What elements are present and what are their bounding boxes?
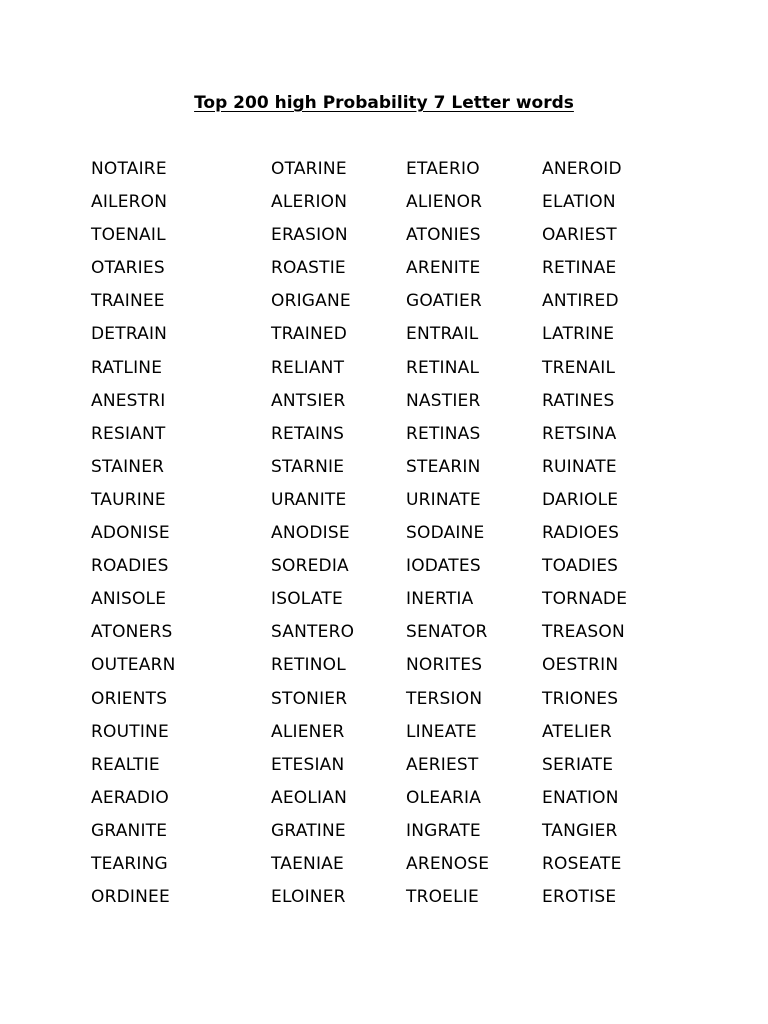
word-cell: GRATINE bbox=[271, 820, 346, 841]
word-cell: ORIENTS bbox=[91, 688, 168, 709]
word-row bbox=[91, 787, 691, 820]
word-cell: ROSEATE bbox=[542, 853, 622, 874]
word-cell: OARIEST bbox=[542, 225, 617, 246]
word-row bbox=[91, 721, 691, 754]
word-cell: NASTIER bbox=[406, 390, 481, 411]
word-cell: AERADIO bbox=[91, 787, 170, 808]
word-cell: TANGIER bbox=[542, 820, 618, 841]
word-cell: RESIANT bbox=[91, 423, 166, 444]
word-row bbox=[91, 456, 691, 489]
word-cell: ORDINEE bbox=[91, 887, 170, 908]
word-cell: GOATIER bbox=[406, 291, 482, 312]
word-row bbox=[91, 290, 691, 323]
word-row bbox=[91, 555, 691, 588]
word-cell: SOREDIA bbox=[271, 556, 349, 577]
word-cell: ETESIAN bbox=[271, 754, 345, 775]
word-cell: RETSINA bbox=[542, 423, 617, 444]
word-row bbox=[91, 191, 691, 224]
word-cell: DETRAIN bbox=[91, 324, 168, 345]
word-cell: ATONIES bbox=[406, 225, 481, 246]
word-cell: TREASON bbox=[542, 622, 625, 643]
word-cell: TAURINE bbox=[91, 489, 166, 510]
word-cell: ERASION bbox=[271, 225, 348, 246]
word-cell: URANITE bbox=[271, 489, 347, 510]
word-cell: ISOLATE bbox=[271, 589, 343, 610]
word-cell: ARENITE bbox=[406, 258, 481, 279]
word-cell: ENATION bbox=[542, 787, 619, 808]
word-row bbox=[91, 588, 691, 621]
word-cell: TAENIAE bbox=[271, 853, 344, 874]
word-row bbox=[91, 820, 691, 853]
word-cell: ELOINER bbox=[271, 887, 346, 908]
word-row bbox=[91, 158, 691, 191]
word-cell: SENATOR bbox=[406, 622, 488, 643]
word-cell: LINEATE bbox=[406, 721, 477, 742]
word-cell: OUTEARN bbox=[91, 655, 176, 676]
word-cell: ALIENOR bbox=[406, 192, 483, 213]
word-row bbox=[91, 654, 691, 687]
word-row bbox=[91, 688, 691, 721]
word-cell: ANISOLE bbox=[91, 589, 167, 610]
word-row bbox=[91, 390, 691, 423]
word-cell: TERSION bbox=[406, 688, 483, 709]
word-cell: RADIOES bbox=[542, 523, 620, 544]
word-cell: STAINER bbox=[91, 456, 165, 477]
word-cell: OLEARIA bbox=[406, 787, 482, 808]
word-cell: ANESTRI bbox=[91, 390, 166, 411]
word-cell: RETINOL bbox=[271, 655, 346, 676]
word-cell: RETAINS bbox=[271, 423, 345, 444]
word-cell: ANTSIER bbox=[271, 390, 346, 411]
word-cell: AILERON bbox=[91, 192, 168, 213]
word-cell: ROASTIE bbox=[271, 258, 346, 279]
word-cell: STONIER bbox=[271, 688, 348, 709]
word-cell: ANODISE bbox=[271, 523, 350, 544]
word-cell: NOTAIRE bbox=[91, 159, 167, 179]
word-row bbox=[91, 257, 691, 290]
word-cell: NORITES bbox=[406, 655, 483, 676]
word-cell: EROTISE bbox=[542, 887, 617, 908]
word-cell: REALTIE bbox=[91, 754, 160, 775]
word-cell: SODAINE bbox=[406, 523, 485, 544]
word-cell: ADONISE bbox=[91, 523, 170, 544]
word-row bbox=[91, 621, 691, 654]
word-cell: ROUTINE bbox=[91, 721, 169, 742]
word-cell: TROELIE bbox=[406, 887, 479, 908]
word-cell: ATELIER bbox=[542, 721, 612, 742]
word-row bbox=[91, 853, 691, 886]
word-cell: GRANITE bbox=[91, 820, 168, 841]
word-list-grid bbox=[91, 158, 691, 919]
word-row bbox=[91, 489, 691, 522]
word-row bbox=[91, 423, 691, 456]
word-cell: TOADIES bbox=[542, 556, 619, 577]
word-cell: ANTIRED bbox=[542, 291, 619, 312]
word-row bbox=[91, 224, 691, 257]
word-cell: RETINAL bbox=[406, 357, 480, 378]
word-cell: OTARINE bbox=[271, 159, 347, 179]
word-cell: RELIANT bbox=[271, 357, 345, 378]
word-cell: ETAERIO bbox=[406, 159, 480, 179]
word-cell: URINATE bbox=[406, 489, 481, 510]
word-cell: ELATION bbox=[542, 192, 616, 213]
word-cell: ORIGANE bbox=[271, 291, 351, 312]
word-cell: OESTRIN bbox=[542, 655, 619, 676]
word-cell: INGRATE bbox=[406, 820, 481, 841]
word-row bbox=[91, 522, 691, 555]
word-cell: IODATES bbox=[406, 556, 481, 577]
word-row bbox=[91, 754, 691, 787]
word-row bbox=[91, 323, 691, 356]
word-cell: TOENAIL bbox=[91, 225, 166, 246]
word-cell: RATINES bbox=[542, 390, 615, 411]
word-cell: RETINAS bbox=[406, 423, 481, 444]
word-cell: TORNADE bbox=[542, 589, 628, 610]
word-cell: ATONERS bbox=[91, 622, 173, 643]
word-row bbox=[91, 886, 691, 919]
word-cell: ALERION bbox=[271, 192, 348, 213]
word-cell: DARIOLE bbox=[542, 489, 619, 510]
word-cell: LATRINE bbox=[542, 324, 615, 345]
word-cell: ENTRAIL bbox=[406, 324, 479, 345]
word-cell: TRENAIL bbox=[542, 357, 616, 378]
word-cell: STARNIE bbox=[271, 456, 345, 477]
word-cell: AEOLIAN bbox=[271, 787, 347, 808]
word-cell: AERIEST bbox=[406, 754, 479, 775]
word-cell: ALIENER bbox=[271, 721, 345, 742]
word-cell: ROADIES bbox=[91, 556, 169, 577]
word-row bbox=[91, 357, 691, 390]
word-cell: RUINATE bbox=[542, 456, 617, 477]
word-cell: ANEROID bbox=[542, 159, 622, 179]
word-cell: TRIONES bbox=[542, 688, 619, 709]
word-cell: TEARING bbox=[91, 853, 168, 874]
word-cell: RETINAE bbox=[542, 258, 617, 279]
document-title: Top 200 high Probability 7 Letter words bbox=[194, 93, 574, 113]
word-cell: OTARIES bbox=[91, 258, 165, 279]
word-cell: STEARIN bbox=[406, 456, 481, 477]
word-cell: ARENOSE bbox=[406, 853, 490, 874]
word-cell: SERIATE bbox=[542, 754, 614, 775]
word-cell: RATLINE bbox=[91, 357, 163, 378]
word-cell: SANTERO bbox=[271, 622, 355, 643]
word-cell: TRAINEE bbox=[91, 291, 165, 312]
word-cell: TRAINED bbox=[271, 324, 348, 345]
word-cell: INERTIA bbox=[406, 589, 474, 610]
